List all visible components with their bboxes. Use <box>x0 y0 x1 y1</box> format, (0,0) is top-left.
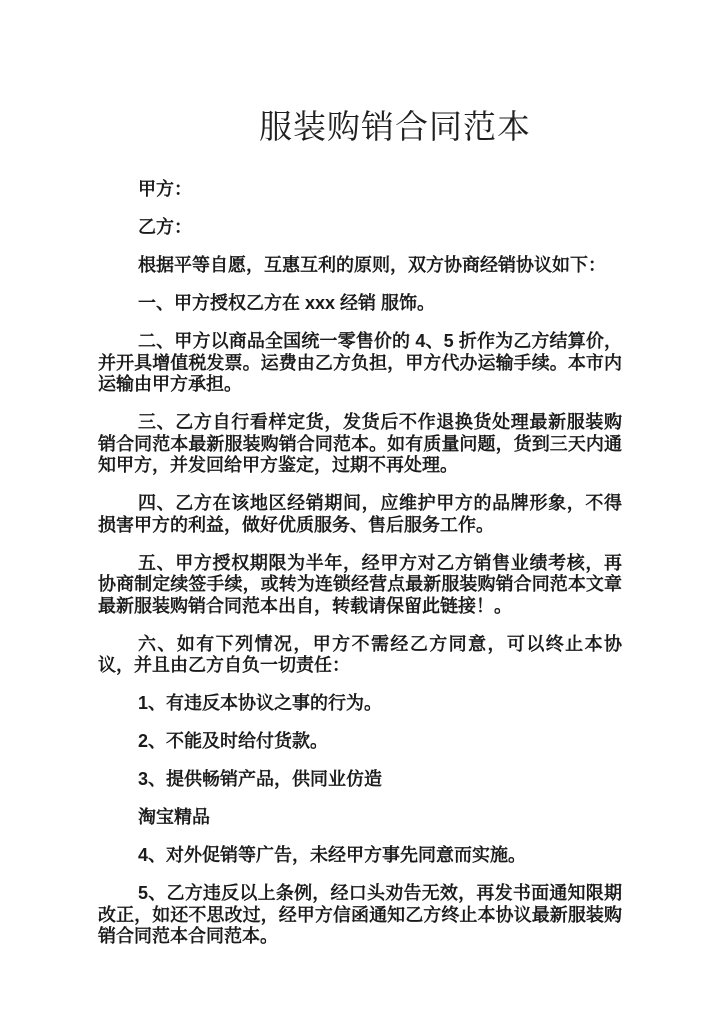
paragraph: 3、提供畅销产品，供同业仿造 <box>138 769 383 789</box>
paragraph: 4、对外促销等广告，未经甲方事先同意而实施。 <box>138 845 527 865</box>
paragraph: 四、乙方在该地区经销期间，应维护甲方的品牌形象，不得损害甲方的利益，做好优质服务、售后服务工作。 <box>98 493 622 535</box>
paragraph: 三、乙方自行看样定货，发货后不作退换货处理最新服装购销合同范本最新服装购销合同范本。如有质量问题，货到三天内通知甲方，并发回给甲方鉴定，过期不再处理。 <box>98 412 622 475</box>
paragraph: 甲方： <box>138 179 192 199</box>
paragraph: 二、甲方以商品全国统一零售价的 4、5 折作为乙方结算价，并开具增值税发票。运费由乙方负担，甲方代办运输手续。本市内运输由甲方承担。 <box>98 331 622 394</box>
document-body <box>98 179 622 948</box>
paragraph: 乙方： <box>138 217 192 237</box>
paragraph: 5、乙方违反以上条例，经口头劝告无效，再发书面通知限期改正，如还不思改过，经甲方信函通知乙方终止本协议最新服装购销合同范本合同范本。 <box>98 883 622 946</box>
paragraph: 五、甲方授权期限为半年，经甲方对乙方销售业绩考核，再协商制定续签手续，或转为连锁经营点最新服装购销合同范本文章最新服装购销合同范本出自，转载请保留此链接！。 <box>98 552 622 616</box>
paragraph: 淘宝精品 <box>138 807 210 827</box>
paragraph: 六、如有下列情况，甲方不需经乙方同意，可以终止本协议，并且由乙方自负一切责任： <box>98 633 622 675</box>
document-title: 服装购销合同范本 <box>259 110 531 146</box>
paragraph: 1、有违反本协议之事的行为。 <box>138 693 383 713</box>
paragraph: 根据平等自愿，互惠互利的原则，双方协商经销协议如下： <box>138 255 606 275</box>
paragraph: 2、不能及时给付货款。 <box>138 731 329 751</box>
paragraph: 一、甲方授权乙方在 xxx 经销 服饰。 <box>138 293 436 313</box>
